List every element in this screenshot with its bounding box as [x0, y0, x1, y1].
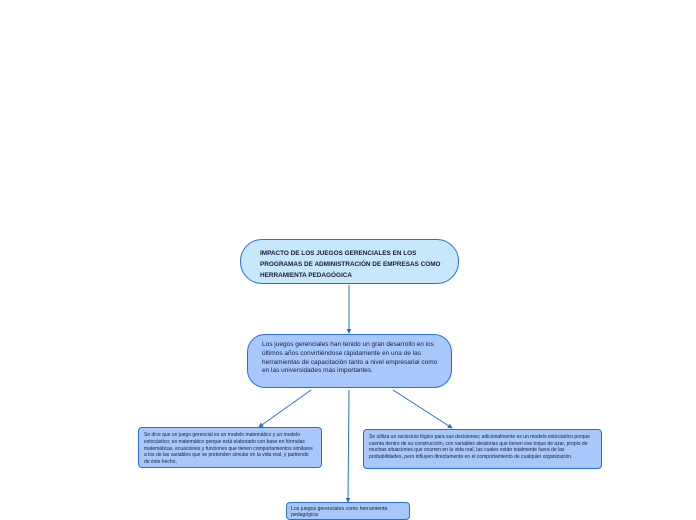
- connector-main-to-bottom: [348, 390, 349, 502]
- main-topic-node[interactable]: [247, 334, 452, 388]
- root-topic-text: IMPACTO DE LOS JUEGOS GERENCIALES EN LOS PROGRAMAS DE ADMINISTRACIÓN DE EMPRESAS COMO HERRAMIENTA PEDAGÓGICA: [260, 250, 441, 280]
- subtopic-node-right[interactable]: [363, 429, 602, 469]
- subtopic-bottom-text: Los juegos gerenciales como herramienta pedagógica: [291, 506, 388, 518]
- subtopic-node-left[interactable]: [138, 427, 322, 468]
- subtopic-right-text: Se utiliza un raciocinio lógico para sus decisiones; adicionalmente es un modelo estocástico porque cuenta dentro de su construcción, con variables aleatorias que tienen ese toque de azar, propio de muchas situaciones que ocurren en la vida real, las cuales están totalmente fuera de las probabilidades, pero influyen directamente en el comportamiento de cualquier organización.: [369, 434, 590, 460]
- subtopic-left-text: Se dice que un juego gerencial es un modelo matemático y un modelo estocástico; es matemático porque está elaborado con base en fórmulas matemáticas, ecuaciones y funciones que tienen comportamientos similares a los de las variables que se pretenden simular en la vida real, y partiendo de éste hecho,: [144, 432, 313, 466]
- subtopic-node-bottom[interactable]: [286, 502, 410, 520]
- main-topic-text: Los juegos gerenciales han tenido un gran desarrollo en los últimos años convirtiéndose rápidamente en una de las herramientas de capacitación tanto a nivel empresarial como en las universidades más importantes.: [262, 341, 438, 375]
- root-topic-node[interactable]: [240, 239, 459, 284]
- connector-main-to-left: [259, 390, 311, 427]
- connector-main-to-right: [393, 390, 452, 428]
